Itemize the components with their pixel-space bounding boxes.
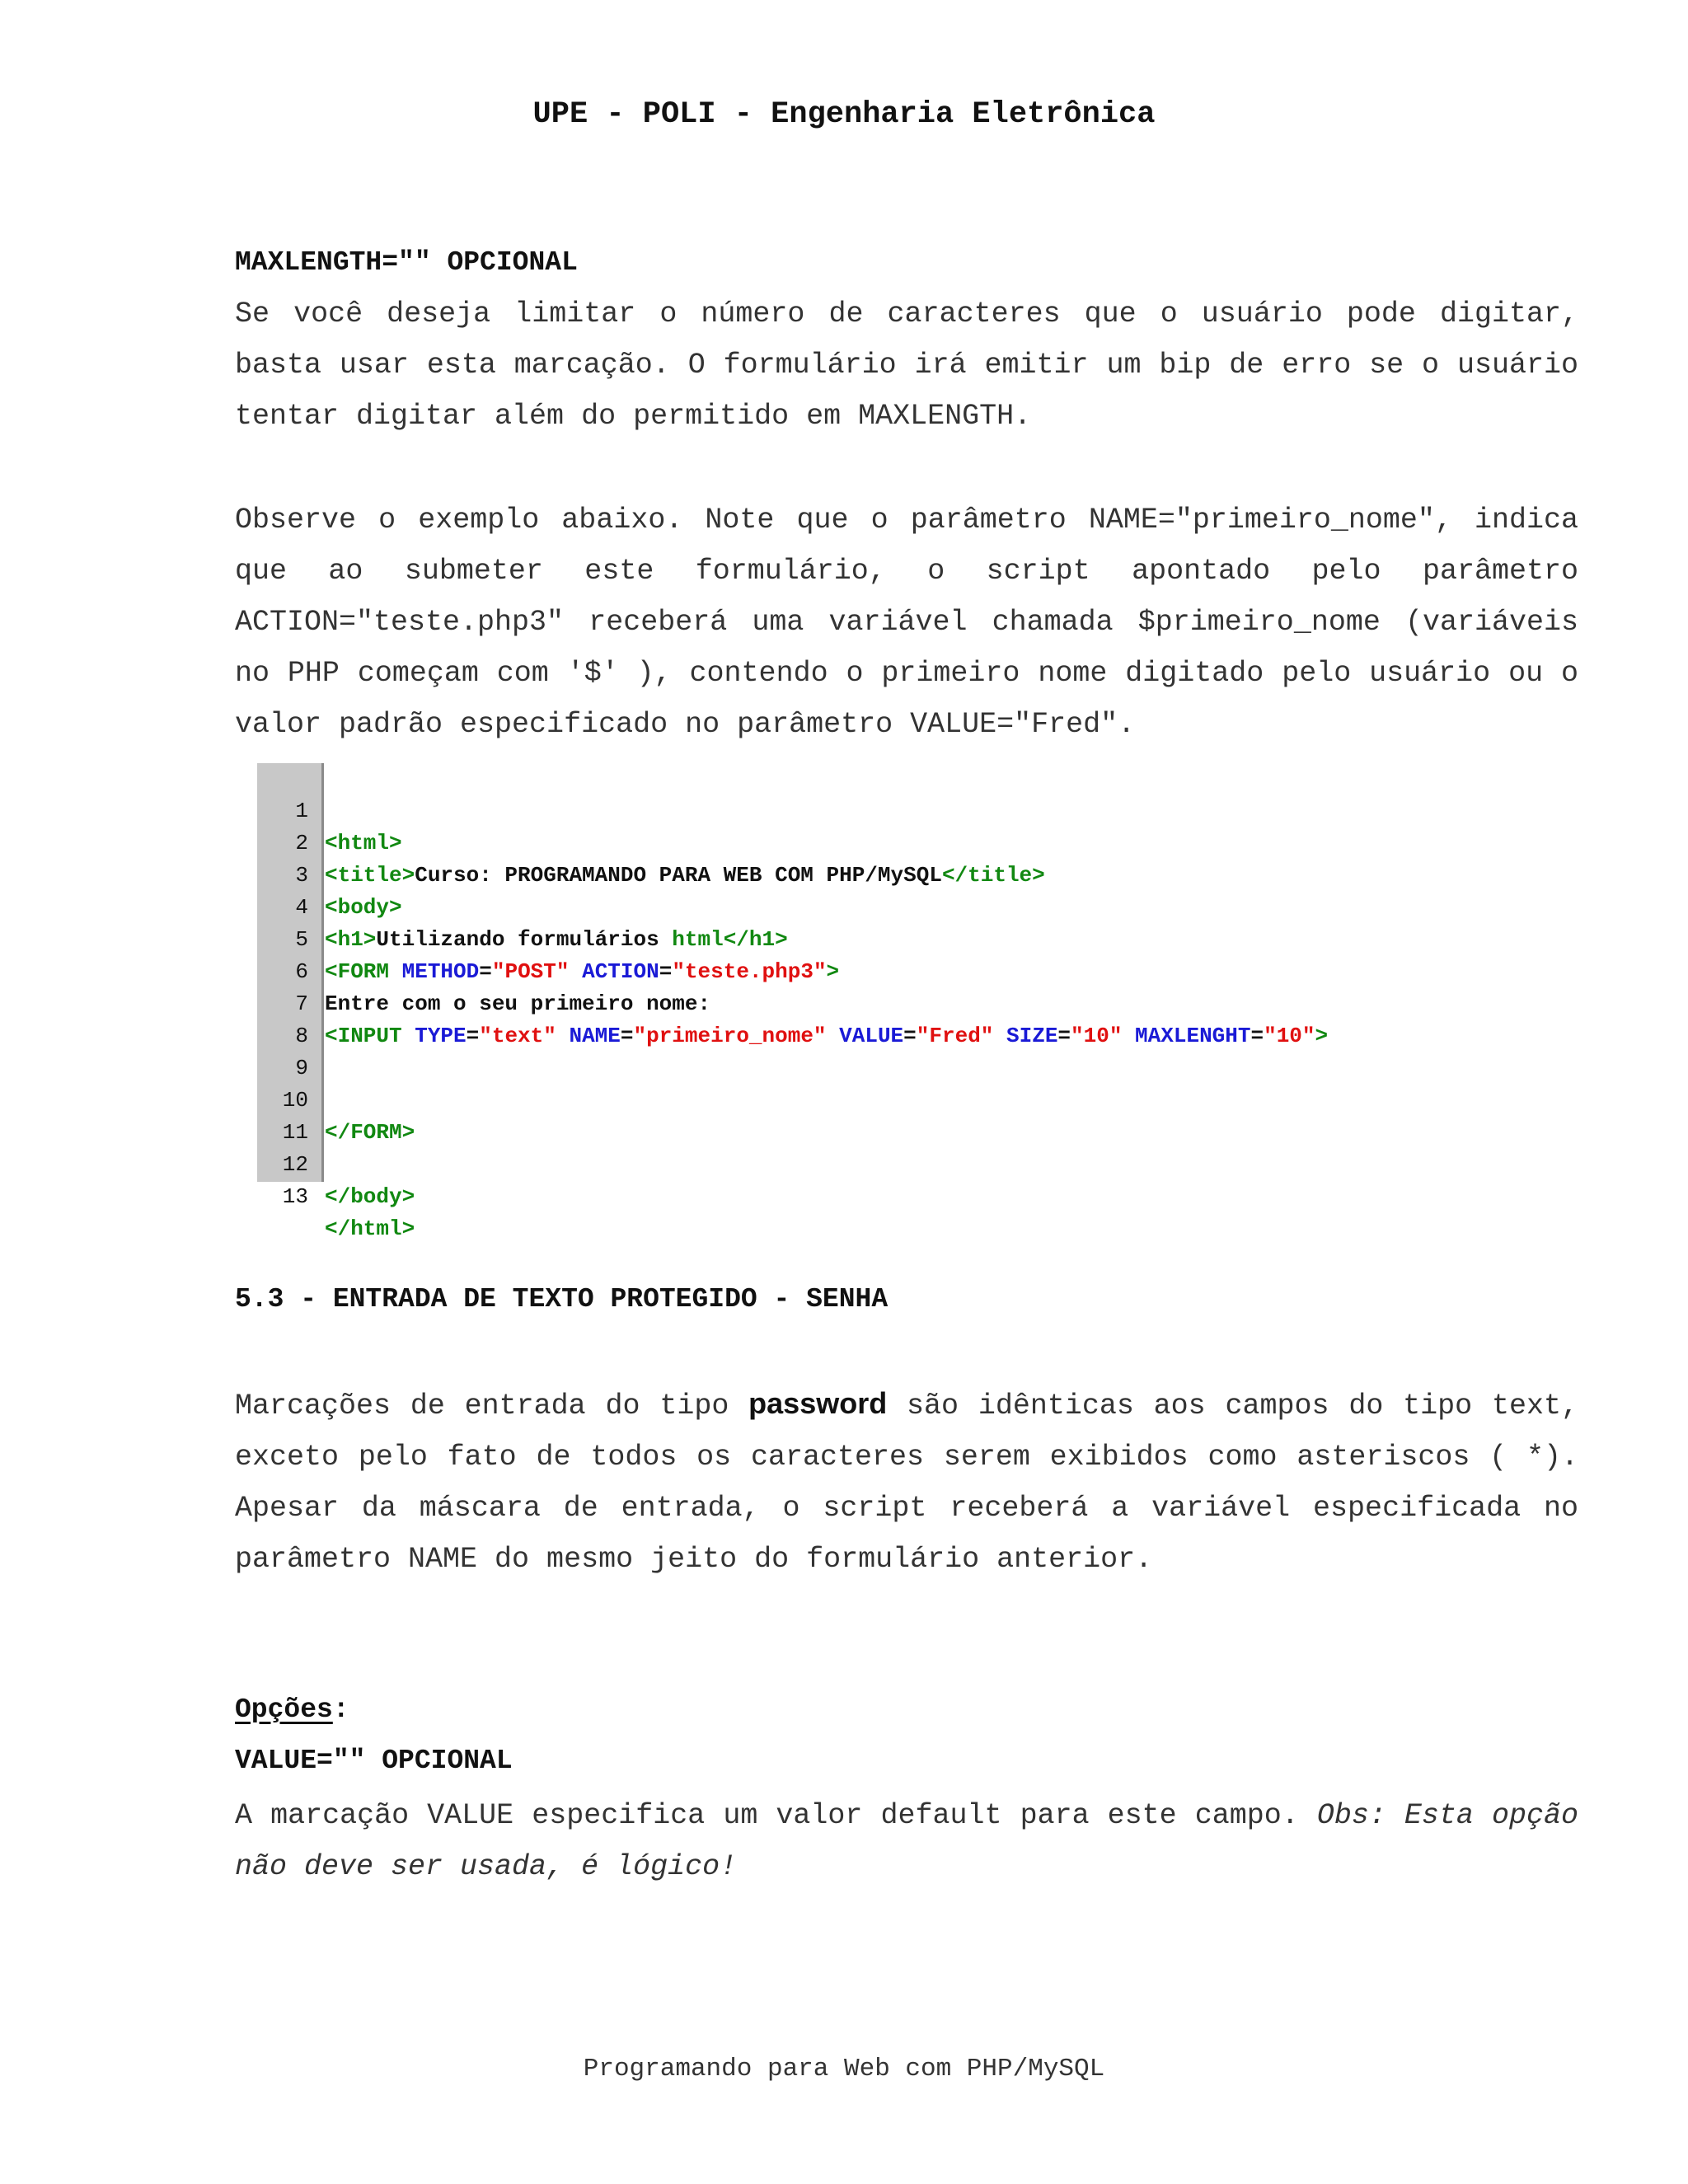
line-number: 13 — [282, 1184, 308, 1209]
code-line — [257, 763, 402, 855]
line-number: 4 — [295, 895, 308, 920]
code-token: = — [479, 959, 492, 984]
code-token: Utilizando formulários — [376, 927, 673, 952]
example-paragraph: Observe o exemplo abaixo. Note que o parâmetro NAME="primeiro_nome", indica que ao submeter este formulário, o script apontado pelo parâmetro ACTION="teste.php3" receberá uma variável chamada $primeiro_nome (variáveis no PHP começam com '$' ), contendo o primeiro nome digitado pelo usuário ou o valor padrão especificado no parâmetro VALUE="Fred". — [235, 504, 1578, 741]
code-token: = — [620, 1024, 634, 1048]
code-token: <FORM — [325, 959, 402, 984]
code-token: > — [826, 959, 840, 984]
code-token: "10" — [1071, 1024, 1123, 1048]
line-number: 12 — [282, 1152, 308, 1177]
code-token: = — [466, 1024, 480, 1048]
code-token: = — [1057, 1024, 1071, 1048]
page-footer: Programando para Web com PHP/MySQL — [583, 2055, 1105, 2083]
code-token: = — [659, 959, 673, 984]
italic-note: Obs: Esta opção não deve ser usada, é lógico! — [235, 1799, 1578, 1883]
line-number: 8 — [295, 1024, 308, 1048]
code-token: "10" — [1264, 1024, 1315, 1048]
value-heading-wrap — [235, 1746, 1578, 1776]
opcoes-colon: : — [332, 1694, 349, 1725]
line-number: 10 — [282, 1088, 308, 1113]
code-token: "primeiro_nome" — [633, 1024, 827, 1048]
code-token: MAXLENGHT — [1122, 1024, 1251, 1048]
code-token: <h1> — [325, 927, 377, 952]
code-token: > — [1315, 1024, 1329, 1048]
opcoes-label-text: Opções — [235, 1694, 333, 1725]
code-line — [257, 1085, 335, 1145]
code-token: "Fred" — [916, 1024, 994, 1048]
code-token: html — [672, 927, 724, 952]
value-paragraph — [235, 1790, 1578, 1892]
maxlength-paragraph-wrap — [235, 288, 1578, 442]
code-token: TYPE — [415, 1024, 467, 1048]
code-token: <html> — [325, 831, 402, 855]
senha-heading: 5.3 - ENTRADA DE TEXTO PROTEGIDO - SENHA — [235, 1284, 889, 1315]
line-number: 7 — [295, 991, 308, 1016]
code-token: <title> — [325, 863, 415, 888]
code-listing — [257, 763, 1510, 1241]
text-run: Marcações de entrada do tipo — [235, 1390, 749, 1422]
code-token: = — [1250, 1024, 1264, 1048]
code-token: <INPUT — [325, 1024, 415, 1048]
senha-section — [235, 1284, 1578, 1315]
line-number: 5 — [295, 927, 308, 952]
code-token: </h1> — [723, 927, 788, 952]
code-token: SIZE — [993, 1024, 1058, 1048]
maxlength-paragraph: Se você deseja limitar o número de caracteres que o usuário pode digitar, basta usar esta marcação. O formulário irá emitir um bip de erro se o usuário tentar digitar além do permitido em MAXLENGTH. — [235, 298, 1578, 433]
text-run: A marcação VALUE especifica um valor default para este campo. — [235, 1799, 1317, 1832]
code-line — [257, 988, 335, 1048]
maxlength-heading: MAXLENGTH="" OPCIONAL — [235, 247, 578, 278]
bold-keyword: password — [748, 1386, 888, 1420]
line-number: 2 — [295, 831, 308, 855]
senha-paragraph-wrap — [235, 1378, 1578, 1585]
text-run: são idênticas aos campos do tipo text, exceto pelo fato de todos os caracteres serem exibidos como asteriscos ( *). Apesar da máscara de entrada, o script receberá a variável especificada no parâmetro NAME do mesmo jeito do formulário anterior. — [235, 1390, 1578, 1576]
value-paragraph-wrap — [235, 1790, 1578, 1892]
code-line — [257, 1020, 335, 1080]
code-token: "text" — [479, 1024, 556, 1048]
code-token: Entre com o seu primeiro nome: — [325, 991, 711, 1016]
line-number: 11 — [282, 1120, 308, 1145]
example-paragraph-wrap — [235, 494, 1578, 750]
line-number: 1 — [295, 799, 308, 823]
page-header: UPE - POLI - Engenharia Eletrônica — [532, 97, 1156, 132]
code-token: </html> — [325, 1216, 415, 1241]
code-token: METHOD — [401, 959, 480, 984]
code-token: </FORM> — [325, 1120, 415, 1145]
code-token: </title> — [941, 863, 1045, 888]
opcoes-label — [235, 1694, 1578, 1725]
code-token: NAME — [556, 1024, 621, 1048]
code-token: </body> — [325, 1184, 415, 1209]
line-number: 3 — [295, 863, 308, 888]
code-token: "POST" — [491, 959, 570, 984]
senha-paragraph — [235, 1378, 1578, 1585]
opcoes-label-wrap — [235, 1694, 1578, 1725]
code-token: ACTION — [569, 959, 659, 984]
maxlength-section — [235, 247, 1578, 280]
code-token: "teste.php3" — [672, 959, 827, 984]
value-heading: VALUE="" OPCIONAL — [235, 1746, 513, 1776]
code-token: Curso: PROGRAMANDO PARA WEB COM PHP/MySQL — [415, 863, 942, 888]
code-token: VALUE — [826, 1024, 904, 1048]
line-number: 6 — [295, 959, 308, 984]
code-token: <body> — [325, 895, 402, 920]
code-token: = — [903, 1024, 917, 1048]
line-number: 9 — [295, 1056, 308, 1080]
